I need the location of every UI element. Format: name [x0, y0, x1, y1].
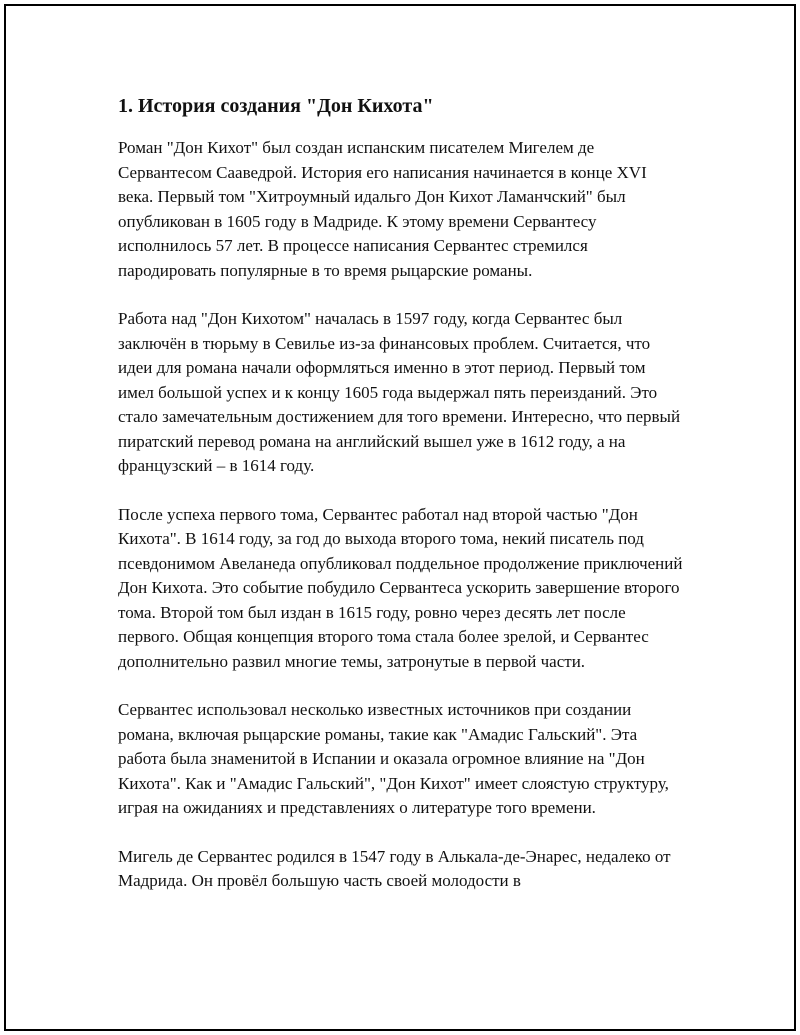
document-content	[118, 92, 684, 894]
paragraph-4: Сервантес использовал несколько известных источников при создании романа, включая рыцарские романы, такие как "Амадис Гальский". Эта работа была знаменитой в Испании и оказала огромное влияние на "Дон Кихота". Как и "Амадис Гальский", "Дон Кихот" имеет слоястую структуру, играя на ожиданиях и представлениях о литературе того времени.	[118, 700, 669, 817]
section-heading: 1. История создания "Дон Кихота"	[118, 95, 434, 117]
paragraph-3: После успеха первого тома, Сервантес работал над второй частью "Дон Кихота". В 1614 году, за год до выхода второго тома, некий писатель под псевдонимом Авеланеда опубликовал поддельное продолжение приключений Дон Кихота. Это событие побудило Сервантеса ускорить завершение второго тома. Второй том был издан в 1615 году, ровно через десять лет после первого. Общая концепция второго тома стала более зрелой, и Сервантес дополнительно развил многие темы, затронутые в первой части.	[118, 504, 683, 671]
paragraph-5: Мигель де Сервантес родился в 1547 году в Алькала-де-Энарес, недалеко от Мадрида. Он провёл большую часть своей молодости в	[118, 846, 671, 890]
paragraph-2: Работа над "Дон Кихотом" началась в 1597 году, когда Сервантес был заключён в тюрьму в Севилье из-за финансовых проблем. Считается, что идеи для романа начали оформляться именно в этот период. Первый том имел большой успех и к концу 1605 года выдержал пять переизданий. Это стало замечательным достижением для того времени. Интересно, что первый пиратский перевод романа на английский вышел уже в 1612 году, а на французский – в 1614 году.	[118, 309, 681, 475]
paragraph-1: Роман "Дон Кихот" был создан испанским писателем Мигелем де Сервантесом Сааведрой. История его написания начинается в конце XVI века. Первый том "Хитроумный идальго Дон Кихот Ламанчский" был опубликован в 1605 году в Мадриде. К этому времени Сервантесу исполнилось 57 лет. В процессе написания Сервантес стремился пародировать популярные в то время рыцарские романы.	[118, 138, 647, 280]
